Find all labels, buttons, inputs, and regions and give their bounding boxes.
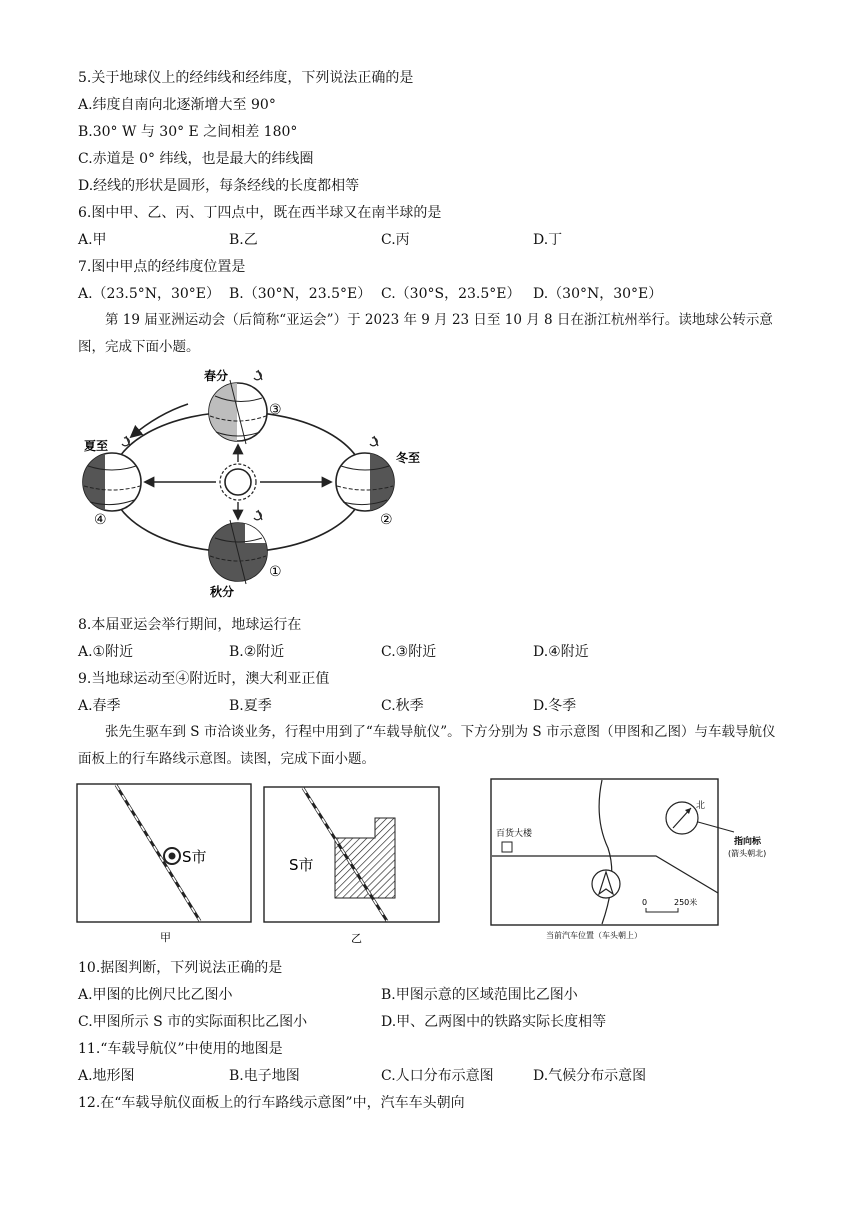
- q9-option-b: B.夏季: [229, 698, 272, 714]
- nav-pointer-note: (箭头朝北): [728, 849, 767, 858]
- q5-option-a: A.纬度自南向北逐渐增大至 90°: [78, 97, 276, 113]
- nav-scale-250: 250米: [674, 898, 698, 907]
- nav-caption: 当前汽车位置（车头朝上）: [546, 931, 642, 940]
- q9-option-d: D.冬季: [533, 698, 577, 714]
- q8-stem: 8.本届亚运会举行期间，地球运行在: [78, 617, 302, 633]
- q11-stem: 11.“车载导航仪”中使用的地图是: [78, 1041, 283, 1057]
- q7-option-a: A.（23.5°N，30°E）: [78, 286, 221, 302]
- compass-icon: [666, 802, 698, 834]
- navigation-route-map: [490, 778, 790, 944]
- map-jia: [76, 783, 256, 943]
- q11-option-c: C.人口分布示意图: [381, 1068, 494, 1084]
- label-summer: 夏至: [84, 439, 109, 453]
- passage-navigation: 张先生驱车到 S 市洽谈业务，行程中用到了“车载导航仪”。下方分别为 S 市示意图（甲图和乙图）与车载导航仪面板上的行车路线示意图。读图，完成下面小题。: [78, 724, 776, 767]
- q6-option-c: C.丙: [381, 232, 410, 248]
- map-jia-caption: 甲: [160, 931, 171, 943]
- car-position-icon: [592, 870, 620, 898]
- label-winter: 冬至: [396, 451, 421, 465]
- q8-option-d: D.④附近: [533, 644, 589, 660]
- q11-option-d: D.气候分布示意图: [533, 1068, 647, 1084]
- nav-pointer-label: 指向标: [734, 837, 762, 847]
- map-yi-city: S市: [289, 856, 314, 874]
- q6-option-b: B.乙: [229, 232, 258, 248]
- q12-stem: 12.在“车载导航仪面板上的行车路线示意图”中，汽车车头朝向: [78, 1095, 465, 1111]
- label-n4: ④: [94, 512, 107, 528]
- q7-stem: 7.图中甲点的经纬度位置是: [78, 259, 246, 275]
- q8-option-c: C.③附近: [381, 644, 437, 660]
- passage-asian-games: 第 19 届亚洲运动会（后简称“亚运会”）于 2023 年 9 月 23 日至 10 月 8 日在浙江杭州举行。读地球公转示意图，完成下面小题。: [78, 312, 773, 355]
- label-autumn: 秋分: [210, 585, 235, 599]
- earth-spring-equinox: [209, 380, 267, 444]
- q10-stem: 10.据图判断，下列说法正确的是: [78, 960, 283, 976]
- nav-north-label: 北: [696, 801, 706, 811]
- q5-option-b: B.30° W 与 30° E 之间相差 180°: [78, 124, 298, 140]
- q6-option-a: A.甲: [78, 232, 107, 248]
- q11-option-a: A.地形图: [78, 1068, 135, 1084]
- label-n3: ③: [269, 402, 282, 418]
- q10-option-b: B.甲图示意的区域范围比乙图小: [381, 987, 578, 1003]
- q9-option-c: C.秋季: [381, 698, 424, 714]
- map-jia-city: S市: [182, 848, 207, 866]
- q7-option-d: D.（30°N，30°E）: [533, 286, 663, 302]
- sun-icon: [220, 464, 256, 500]
- earth-summer-solstice: [83, 453, 141, 511]
- label-n1: ①: [269, 564, 282, 580]
- nav-store-label: 百货大楼: [496, 829, 533, 839]
- map-yi: [263, 786, 443, 948]
- nav-scale-0: 0: [642, 898, 648, 907]
- map-yi-caption: 乙: [351, 932, 362, 945]
- q8-option-a: A.①附近: [78, 644, 134, 660]
- q10-option-c: C.甲图所示 S 市的实际面积比乙图小: [78, 1014, 308, 1030]
- q5-option-c: C.赤道是 0° 纬线，也是最大的纬线圈: [78, 151, 314, 167]
- q6-stem: 6.图中甲、乙、丙、丁四点中，既在西半球又在南半球的是: [78, 205, 442, 221]
- earth-autumn-equinox: [209, 520, 267, 584]
- q6-option-d: D.丁: [533, 232, 563, 248]
- q10-option-a: A.甲图的比例尺比乙图小: [78, 987, 233, 1003]
- q7-option-c: C.（30°S，23.5°E）: [381, 286, 521, 302]
- earth-orbit-diagram: [70, 366, 430, 602]
- label-n2: ②: [380, 512, 393, 528]
- earth-winter-solstice: [336, 453, 394, 511]
- q9-option-a: A.春季: [78, 698, 121, 714]
- q8-option-b: B.②附近: [229, 644, 285, 660]
- q5-option-d: D.经线的形状是圆形，每条经线的长度都相等: [78, 178, 360, 194]
- q7-option-b: B.（30°N，23.5°E）: [229, 286, 372, 302]
- q10-option-d: D.甲、乙两图中的铁路实际长度相等: [381, 1014, 607, 1030]
- q11-option-b: B.电子地图: [229, 1068, 300, 1084]
- label-spring: 春分: [204, 369, 229, 383]
- q5-stem: 5.关于地球仪上的经纬线和经纬度，下列说法正确的是: [78, 70, 414, 86]
- q9-stem: 9.当地球运动至④附近时，澳大利亚正值: [78, 671, 330, 687]
